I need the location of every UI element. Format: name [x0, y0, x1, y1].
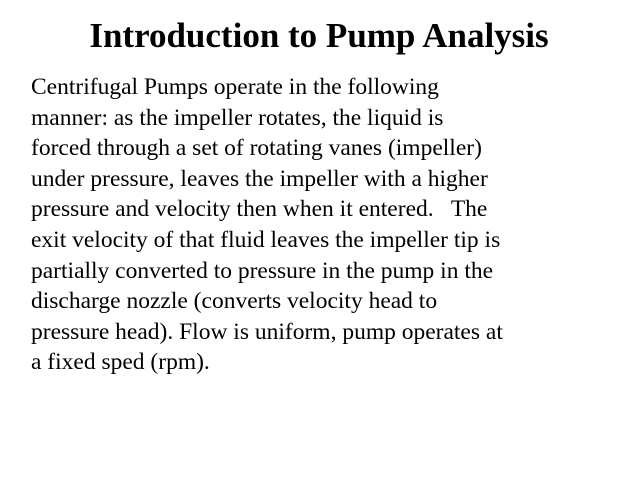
body-line: manner: as the impeller rotates, the liquid is	[31, 104, 444, 131]
slide-title: Introduction to Pump Analysis	[89, 16, 549, 55]
body-line: discharge nozzle (converts velocity head to	[31, 288, 438, 315]
body-line: forced through a set of rotating vanes (impeller)	[31, 135, 482, 162]
body-line: exit velocity of that fluid leaves the impeller tip is	[31, 226, 501, 253]
body-line: pressure and velocity then when it entered. The	[31, 196, 488, 223]
body-line: partially converted to pressure in the pump in the	[31, 257, 494, 284]
body-line: Centrifugal Pumps operate in the following	[31, 74, 439, 100]
slide-body-text	[31, 72, 631, 378]
body-line: under pressure, leaves the impeller with a higher	[31, 165, 488, 192]
body-line: pressure head). Flow is uniform, pump operates at	[31, 318, 503, 345]
body-line: a fixed sped (rpm).	[31, 349, 210, 376]
